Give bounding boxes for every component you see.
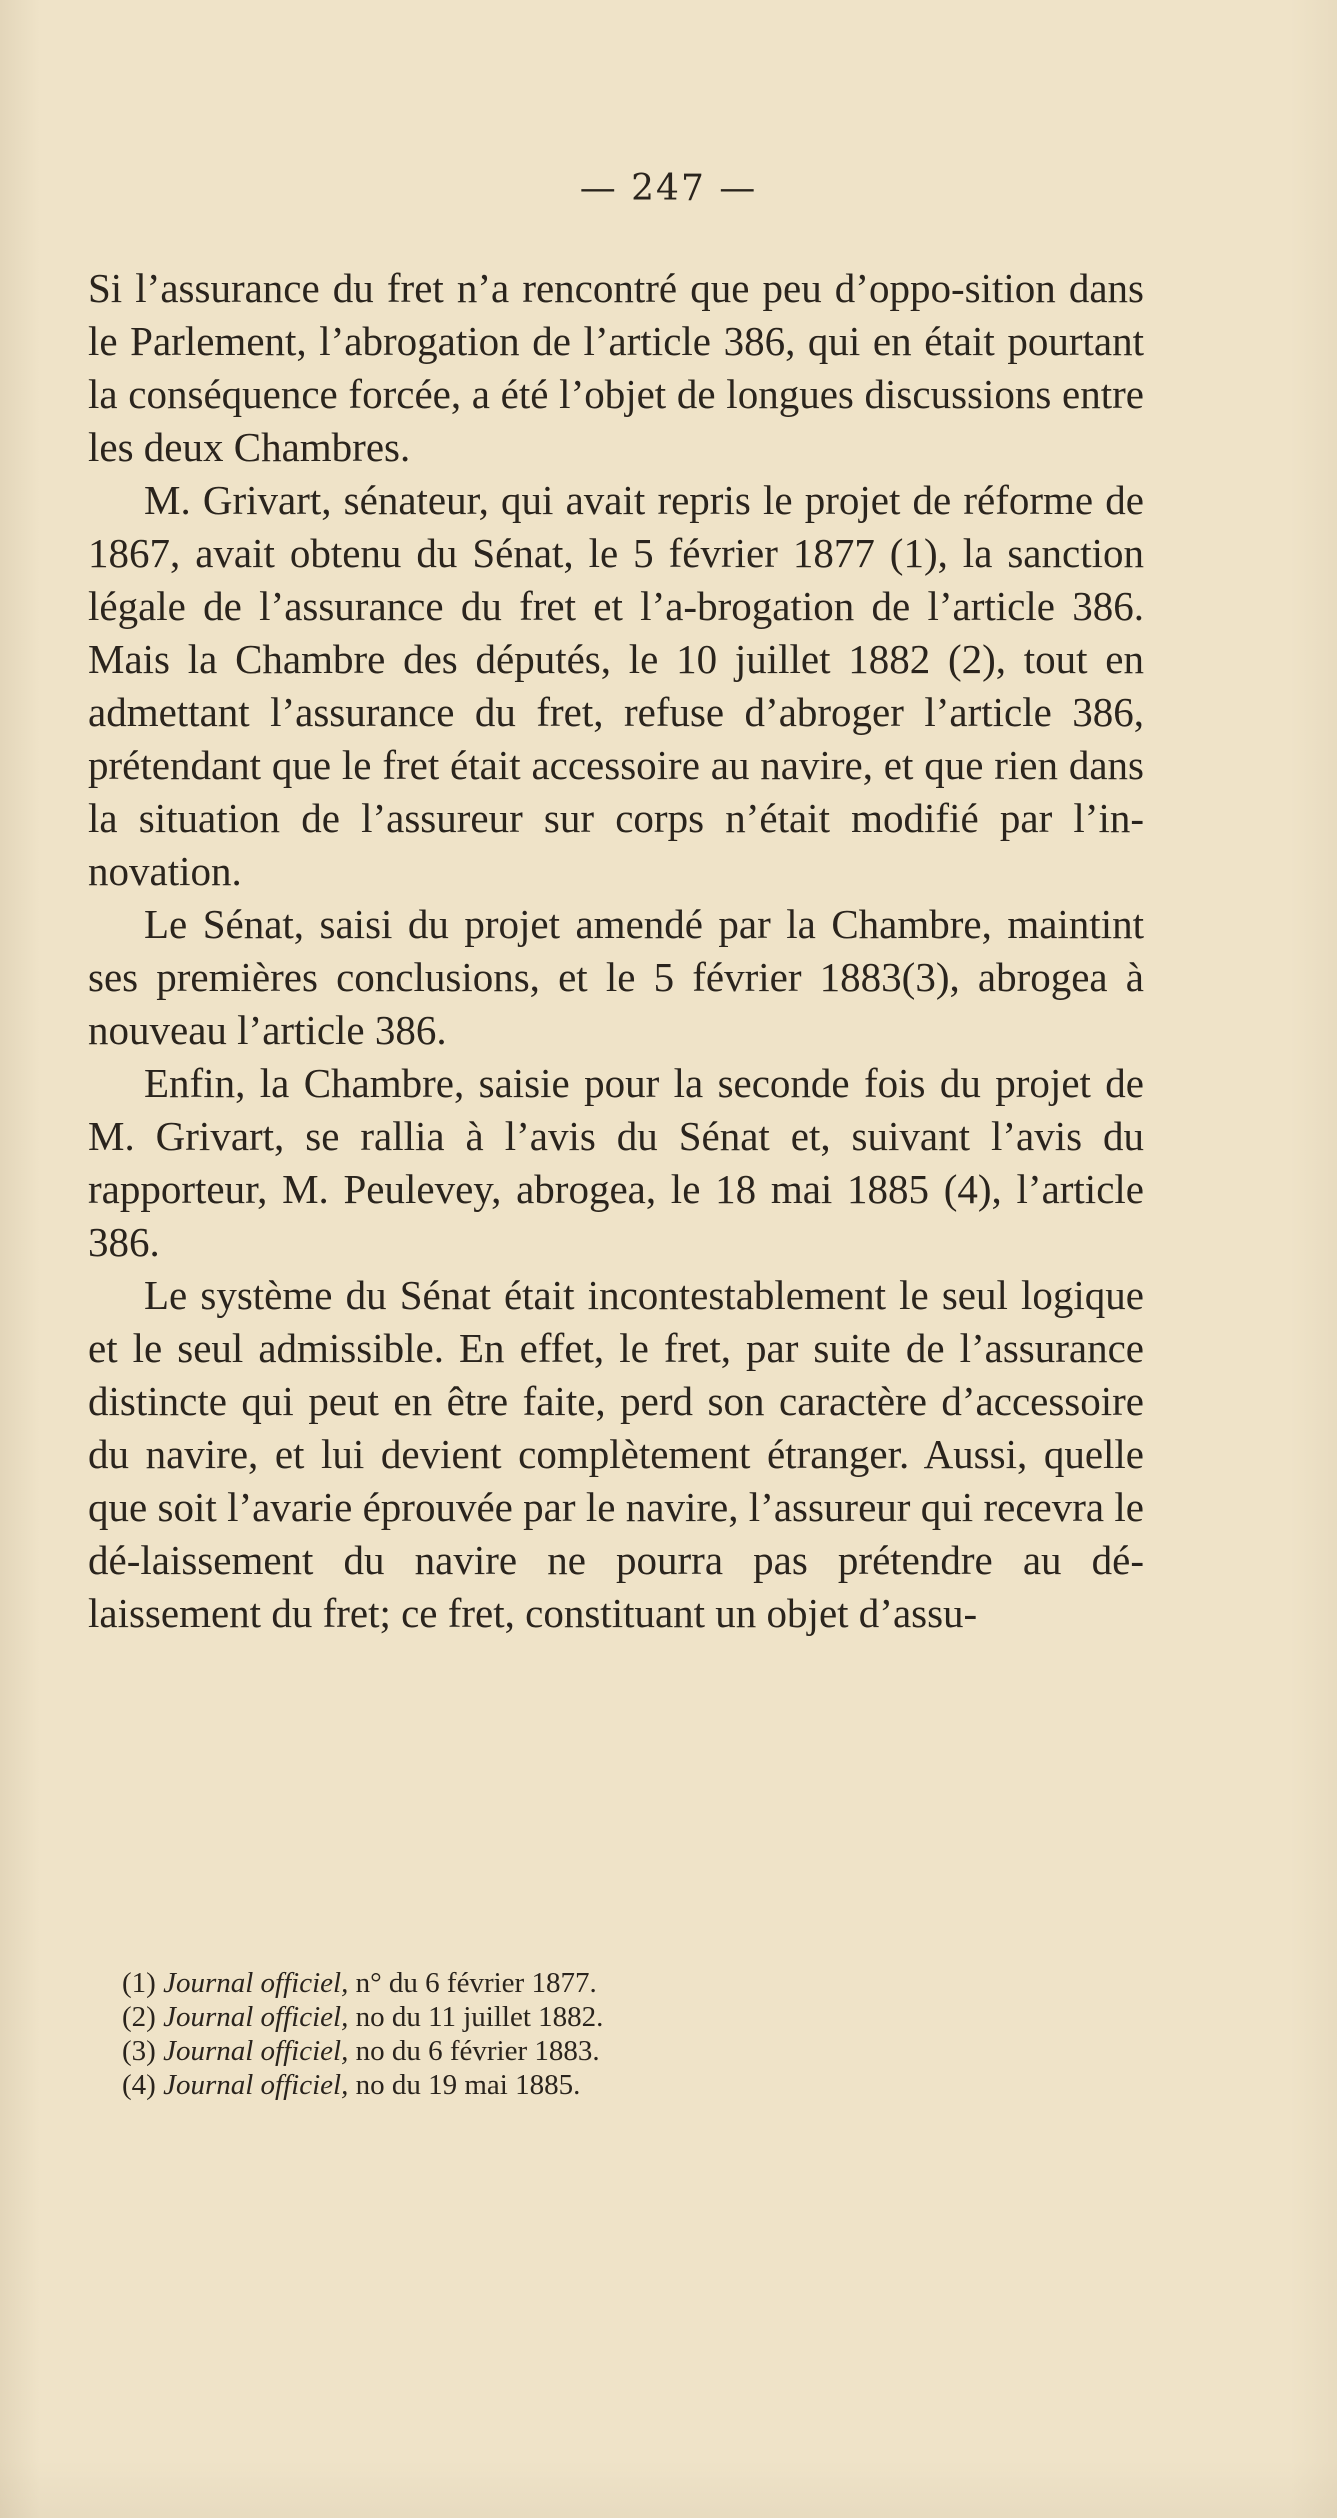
footnote-journal: Journal officiel, <box>163 2001 349 2033</box>
footnote-journal: Journal officiel, <box>163 1967 349 1999</box>
paragraph-4: Enfin, la Chambre, saisie pour la seconde fois du projet de M. Grivart, se rallia à l’avis du Sénat et, suivant l’avis du rapporteur, M. Peulevey, abrogea, le 18 mai 1885 (4), l’article 386. <box>88 1060 1144 1265</box>
footnotes <box>122 1966 1022 2102</box>
paragraph-2: M. Grivart, sénateur, qui avait repris le projet de réforme de 1867, avait obtenu du Sénat, le 5 février 1877 (1), la sanction légale de l’assurance du fret et l’a-brogation de l’article 386. Mais la Chambre des députés, le 10 juillet 1882 (2), tout en admettant l’assurance du fret, refuse d’abroger l’article 386, prétendant que le fret était accessoire au navire, et que rien dans la situation de l’assureur sur corps n’était modifié par l’in-novation. <box>88 477 1144 894</box>
footnote-number: (1) <box>122 1967 156 1999</box>
footnote-3 <box>122 2034 1022 2068</box>
footnote-number: (3) <box>122 2035 156 2067</box>
paragraph-5: Le système du Sénat était incontestablement le seul logique et le seul admissible. En effet, le fret, par suite de l’assurance distincte qui peut en être faite, perd son caractère d’accessoire du navire, et lui devient complètement étranger. Aussi, quelle que soit l’avarie éprouvée par le navire, l’assureur qui recevra le dé-laissement du navire ne pourra pas prétendre au dé-laissement du fret; ce fret, constituant un objet d’assu- <box>88 1272 1144 1636</box>
footnote-text: n° du 6 février 1877. <box>355 1967 597 1999</box>
main-text <box>88 262 1144 1640</box>
page-number-header: — 247 — <box>579 168 758 209</box>
footnote-number: (2) <box>122 2001 156 2033</box>
footnote-journal: Journal officiel, <box>163 2069 349 2101</box>
footnote-2 <box>122 2000 1022 2034</box>
paragraph-3: Le Sénat, saisi du projet amendé par la Chambre, maintint ses premières conclusions, et le 5 février 1883(3), abrogea à nouveau l’article 386. <box>88 901 1144 1053</box>
footnote-text: no du 19 mai 1885. <box>355 2069 581 2101</box>
footnote-number: (4) <box>122 2069 156 2101</box>
footnote-4 <box>122 2068 1022 2102</box>
footnote-text: no du 6 février 1883. <box>355 2035 600 2067</box>
footnote-journal: Journal officiel, <box>163 2035 349 2067</box>
paragraph-1: Si l’assurance du fret n’a rencontré que peu d’oppo-sition dans le Parlement, l’abrogation de l’article 386, qui en était pourtant la conséquence forcée, a été l’objet de longues discussions entre les deux Chambres. <box>88 265 1144 470</box>
footnote-text: no du 11 juillet 1882. <box>355 2001 604 2033</box>
footnote-1 <box>122 1966 1022 2000</box>
